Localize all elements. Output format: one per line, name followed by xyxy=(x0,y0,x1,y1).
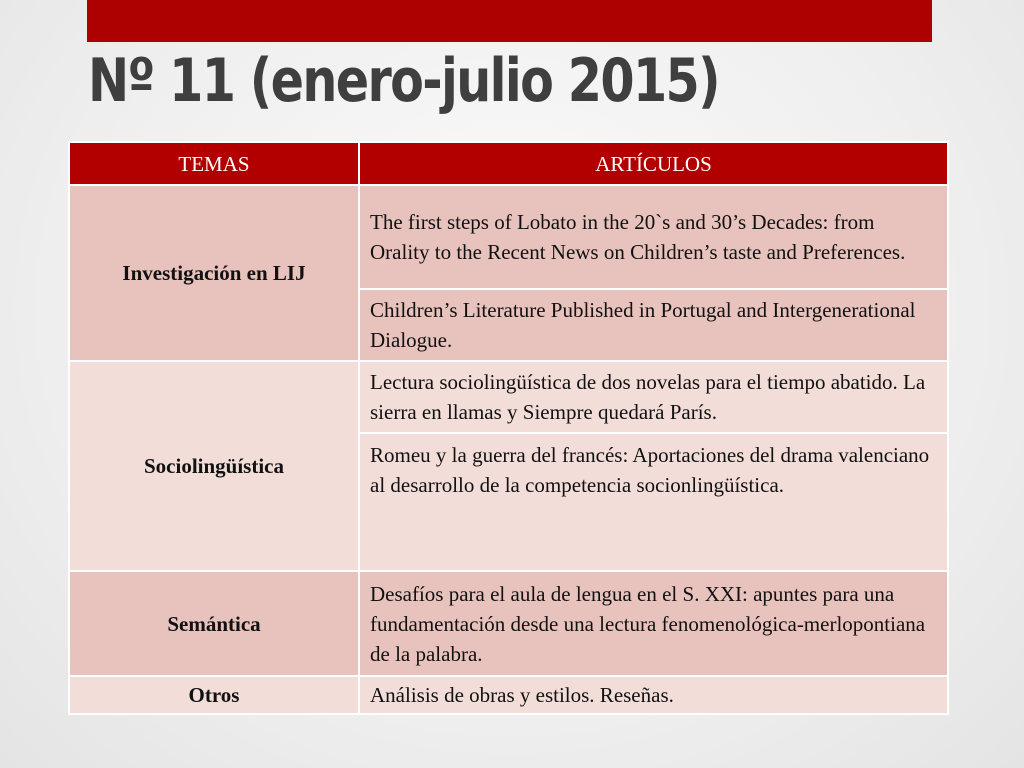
table-row xyxy=(69,185,948,289)
table-header-row xyxy=(69,142,948,185)
slide-title: Nº 11 (enero-julio 2015) xyxy=(88,46,719,116)
table-row xyxy=(69,571,948,676)
article-cell: Lectura sociolingüística de dos novelas para el tiempo abatido. La sierra en llamas y Siempre quedará París. xyxy=(359,361,948,433)
theme-cell: Investigación en LIJ xyxy=(69,185,359,361)
article-cell: Romeu y la guerra del francés: Aportaciones del drama valenciano al desarrollo de la competencia socionlingüística. xyxy=(359,433,948,571)
article-cell: Análisis de obras y estilos. Reseñas. xyxy=(359,676,948,714)
top-accent-bar xyxy=(87,0,932,42)
header-articulos: ARTÍCULOS xyxy=(359,142,948,185)
table-row xyxy=(69,676,948,714)
theme-cell: Otros xyxy=(69,676,359,714)
article-cell: Desafíos para el aula de lengua en el S. XXI: apuntes para una fundamentación desde una lectura fenomenológica-merlopontiana de la palabra. xyxy=(359,571,948,676)
topics-table xyxy=(68,141,949,715)
article-cell: The first steps of Lobato in the 20`s and 30’s Decades: from Orality to the Recent News on Children’s taste and Preferences. xyxy=(359,185,948,289)
theme-cell: Semántica xyxy=(69,571,359,676)
theme-cell: Sociolingüística xyxy=(69,361,359,571)
article-cell: Children’s Literature Published in Portugal and Intergenerational Dialogue. xyxy=(359,289,948,361)
table-row xyxy=(69,361,948,433)
header-temas: TEMAS xyxy=(69,142,359,185)
